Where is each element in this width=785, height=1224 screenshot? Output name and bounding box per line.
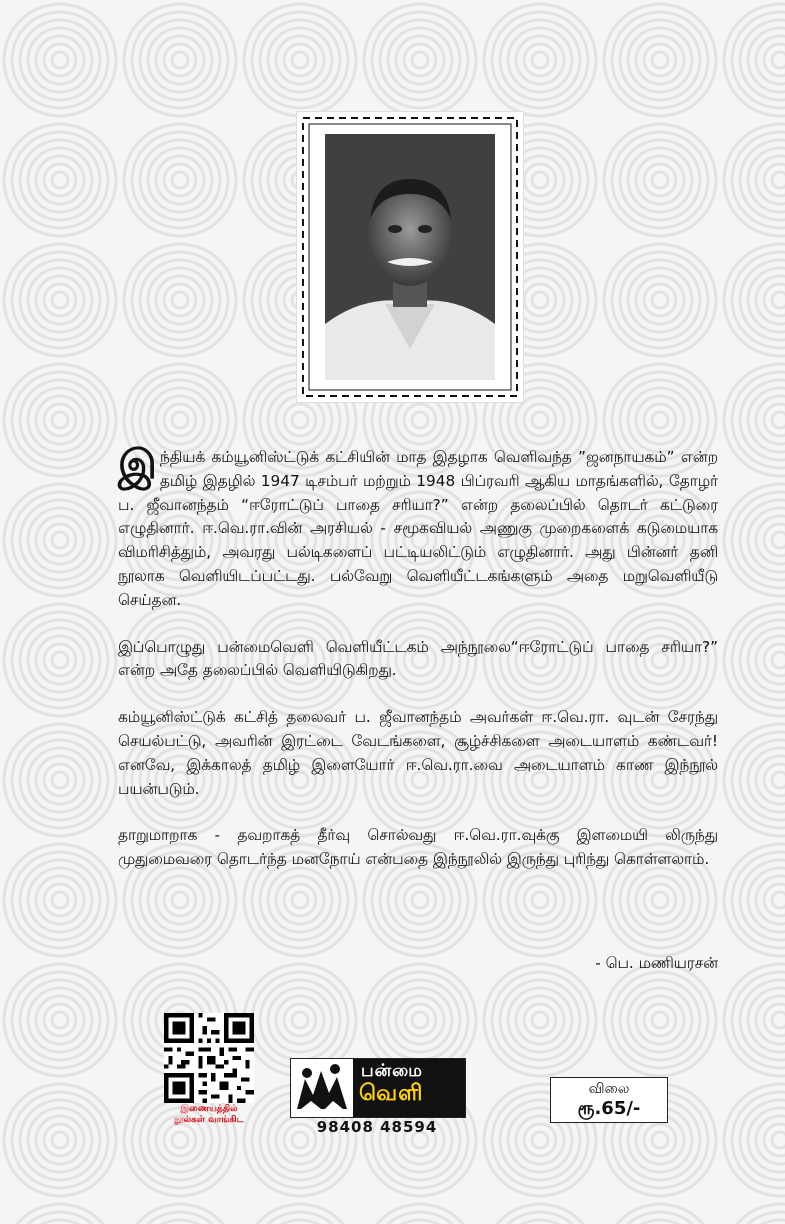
price-value: ரூ.65/- <box>577 1098 641 1119</box>
blurb-paragraph-2: இப்பொழுது பன்மைவெளி வெளியீட்டகம் அந்நூலை“ஈரோட்டுப் பாதை சரியா?” என்ற அதே தலைப்பில் வெளியிடுகிறது. <box>118 637 718 680</box>
blurb-paragraph-3: கம்யூனிஸ்ட்டுக் கட்சித் தலைவர் ப. ஜீவானந்தம் அவர்கள் ஈ.வெ.ரா. வுடன் சேரந்து செயல்பட்டு, அவரின் இரட்டை வேடங்களை, சூழ்ச்சிகளை அடையாளம் கண்டவர்! எனவே, இக்காலத் தமிழ் இளையோர் ஈ.வெ.ரா.வை அடையாளம் காண இந்நூல் பயன்படும். <box>118 708 718 798</box>
blurb-paragraph-4: தாறுமாறாக - தவறாகத் தீர்வு சொல்வது ஈ.வெ.ரா.வுக்கு இளமையி லிருந்து முதுமைவரை தொடர்ந்த மனநோய் என்பதை இந்நூலில் இருந்து புரிந்து கொள்ளலாம். <box>118 826 718 869</box>
logo-top-text: பன்மை <box>361 1061 423 1081</box>
qr-caption <box>150 1104 268 1126</box>
publisher-emblem-icon <box>291 1059 353 1117</box>
blurb-paragraph-1 <box>118 442 718 613</box>
dropcap: இ <box>118 442 157 488</box>
blurb-paragraph-1-text: ந்தியக் கம்யூனிஸ்ட்டுக் கட்சியின் மாத இதழாக வெளிவந்த ”ஜனநாயகம்” என்ற தமிழ் இதழில் 1947 டிசம்பர் மற்றும் 1948 பிப்ரவரி ஆகிய மாதங்களில், தோழர் ப. ஜீவானந்தம் “ஈரோட்டுப் பாதை சரியா?” என்ற தலைப்பில் தொடர் கட்டுரை எழுதினார். ஈ.வெ.ரா.வின் அரசியல் - சமூகவியல் அணுகு முறைகளைக் கடுமையாக விமரிசித்தும், அவரது பல்டிகளைப் பட்டியலிட்டும் எழுதினார். அது பின்னர் தனி நூலாக வெளியிடப்பட்டது. பல்வேறு வெளியீட்டகங்களும் அதை மறுவெளியீடு செய்தன. <box>118 448 718 609</box>
author-signature: - பெ. மணியரசன் <box>595 954 718 972</box>
qr-caption-line-1: இணையத்தில் <box>180 1104 238 1114</box>
qr-code[interactable] <box>164 1013 254 1103</box>
publisher-emblem <box>291 1059 353 1117</box>
publisher-wordmark <box>353 1059 465 1117</box>
publisher-logo <box>290 1058 466 1118</box>
price-label: விலை <box>588 1081 630 1097</box>
back-cover-blurb <box>118 442 718 895</box>
portrait-illustration <box>325 134 495 380</box>
qr-code-icon <box>164 1013 254 1103</box>
logo-bottom-text: வெளி <box>359 1081 424 1106</box>
price-box <box>550 1077 668 1123</box>
portrait-photo <box>325 134 495 380</box>
portrait-stamp <box>297 112 523 402</box>
publisher-phone: 98408 48594 <box>316 1118 438 1136</box>
qr-caption-line-2: நூல்கள் வாங்கிட <box>174 1115 244 1125</box>
